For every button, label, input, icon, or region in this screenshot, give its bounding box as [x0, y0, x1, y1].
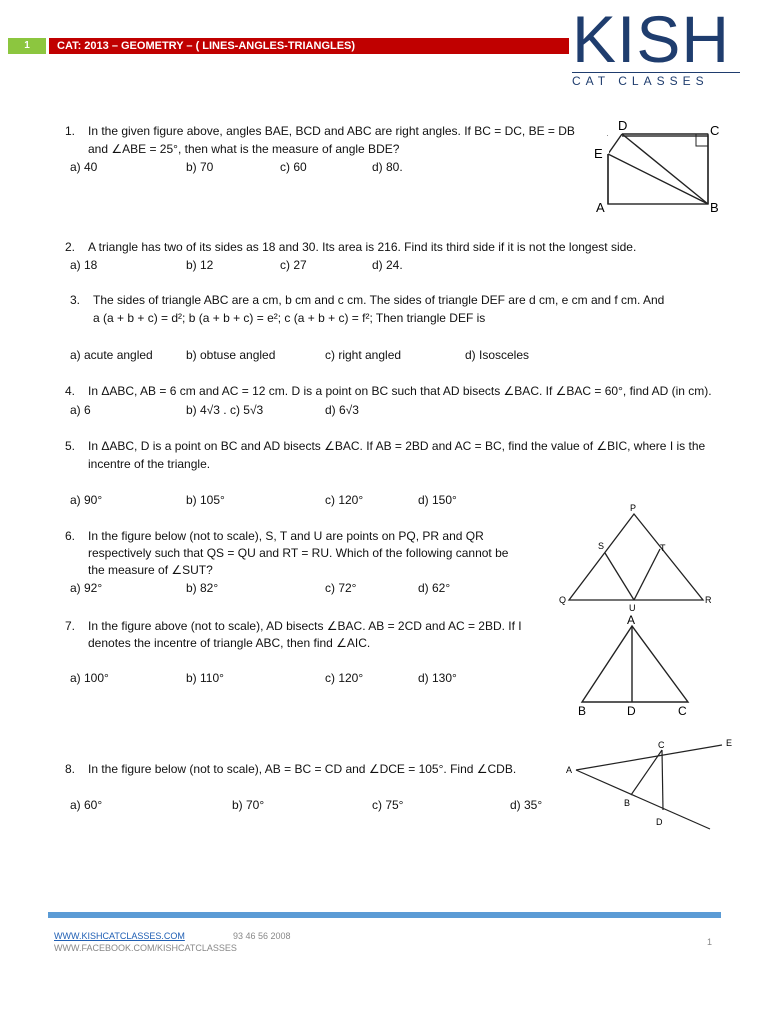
q7-option-b: b) 110°: [186, 671, 224, 685]
fig1-label-e: E: [594, 146, 603, 161]
q6-option-c: c) 72°: [325, 581, 357, 595]
q4-line1: In ΔABC, AB = 6 cm and AC = 12 cm. D is a point on BC such that AD bisects ∠BAC. If ∠BAC = 60°, find AD (in cm).: [88, 384, 712, 398]
q3-line1: The sides of triangle ABC are a cm, b cm and c cm. The sides of triangle DEF are d cm, e cm and f cm. And: [93, 293, 665, 307]
fig3-label-b: B: [578, 704, 587, 718]
q4-number: 4.: [65, 384, 76, 398]
q8-line1: In the figure below (not to scale), AB = BC = CD and ∠DCE = 105°. Find ∠CDB.: [88, 762, 517, 776]
fig1-label-a: A: [596, 200, 605, 215]
q7-number: 7.: [65, 619, 76, 633]
q1-option-c: c) 60: [280, 160, 307, 174]
q7-option-a: a) 100°: [70, 671, 109, 685]
q1-number: 1.: [65, 124, 76, 138]
kish-logo: [572, 2, 742, 88]
fig3-label-c: C: [678, 704, 687, 718]
q5-option-a: a) 90°: [70, 493, 103, 507]
q1-option-a: a) 40: [70, 160, 98, 174]
logo-sub-text: CAT CLASSES: [572, 72, 740, 88]
footer-page-number: 1: [707, 937, 713, 947]
fig2-label-t: T: [660, 543, 666, 553]
q4-option-b-c: b) 4√3 . c) 5√3: [186, 403, 264, 417]
q1-option-d: d) 80.: [372, 160, 403, 174]
q2-number: 2.: [65, 240, 76, 254]
q3-line2: a (a + b + c) = d²; b (a + b + c) = e²; c (a + b + c) = f²; Then triangle DEF is: [93, 311, 486, 325]
q3-option-a: a) acute angled: [70, 348, 153, 362]
q5-line2: incentre of the triangle.: [88, 457, 211, 471]
q3-option-c: c) right angled: [325, 348, 402, 362]
fig4-label-e: E: [726, 738, 733, 748]
q5-number: 5.: [65, 439, 76, 453]
document-title: CAT: 2013 – GEOMETRY – ( LINES-ANGLES-TRIANGLES): [49, 38, 569, 54]
fig1-label-c: C: [710, 123, 720, 138]
q2-option-b: b) 12: [186, 258, 214, 272]
q1-option-b: b) 70: [186, 160, 214, 174]
fig4-label-d: D: [656, 817, 663, 827]
q6-option-d: d) 62°: [418, 581, 451, 595]
logo-main-text: KISH: [572, 2, 731, 76]
fig2-label-u: U: [629, 603, 636, 613]
page-number-badge: 1: [8, 38, 46, 54]
q5-option-b: b) 105°: [186, 493, 225, 507]
fig1-label-b: B: [710, 200, 719, 215]
figure-triangle-pqr: [555, 502, 715, 614]
q6-line2: respectively such that QS = QU and RT = RU. Which of the following cannot be: [88, 546, 509, 560]
footer-facebook: WWW.FACEBOOK.COM/KISHCATCLASSES: [54, 943, 237, 953]
figure-lines-abcde: [562, 730, 762, 840]
q5-option-d: d) 150°: [418, 493, 457, 507]
q6-option-a: a) 92°: [70, 581, 103, 595]
footer-divider: [48, 912, 721, 918]
q7-option-d: d) 130°: [418, 671, 457, 685]
fig1-label-d: D: [618, 118, 628, 133]
q2-line1: A triangle has two of its sides as 18 and 30. Its area is 216. Find its third side if it is not the longest side.: [88, 240, 637, 254]
q5-line1: In ΔABC, D is a point on BC and AD bisects ∠BAC. If AB = 2BD and AC = BC, find the value of ∠BIC, where I is the: [88, 439, 706, 453]
q5-option-c: c) 120°: [325, 493, 364, 507]
fig2-label-s: S: [598, 541, 605, 551]
fig3-label-d: D: [627, 704, 636, 718]
fig2-label-r: R: [705, 595, 712, 605]
q7-line2: denotes the incentre of triangle ABC, then find ∠AIC.: [88, 636, 371, 650]
q1-line2: and ∠ABE = 25°, then what is the measure of angle BDE?: [88, 142, 400, 156]
fig3-label-a: A: [627, 613, 636, 627]
fig4-label-b: B: [624, 798, 631, 808]
q3-option-d: d) Isosceles: [465, 348, 530, 362]
q8-option-c: c) 75°: [372, 798, 404, 812]
fig2-label-p: P: [630, 503, 637, 513]
q7-line1: In the figure above (not to scale), AD bisects ∠BAC. AB = 2CD and AC = 2BD. If I: [88, 619, 522, 633]
q8-option-d: d) 35°: [510, 798, 543, 812]
q3-option-b: b) obtuse angled: [186, 348, 276, 362]
q7-option-c: c) 120°: [325, 671, 364, 685]
footer-website-link[interactable]: WWW.KISHCATCLASSES.COM: [54, 931, 185, 941]
fig2-label-q: Q: [559, 595, 567, 605]
q3-number: 3.: [70, 293, 81, 307]
q2-option-a: a) 18: [70, 258, 98, 272]
q4-option-d: d) 6√3: [325, 403, 359, 417]
q4-option-a: a) 6: [70, 403, 91, 417]
fig4-label-a: A: [566, 765, 573, 775]
q6-line3: the measure of ∠SUT?: [88, 563, 213, 577]
q6-line1: In the figure below (not to scale), S, T and U are points on PQ, PR and QR: [88, 529, 484, 543]
footer-phone: 93 46 56 2008: [233, 931, 291, 941]
q8-option-a: a) 60°: [70, 798, 103, 812]
fig4-label-c: C: [658, 740, 665, 750]
q2-option-c: c) 27: [280, 258, 307, 272]
q8-number: 8.: [65, 762, 76, 776]
q2-option-d: d) 24.: [372, 258, 403, 272]
figure-rectangle-abcde: [590, 118, 730, 218]
q1-line1: In the given figure above, angles BAE, BCD and ABC are right angles. If BC = DC, BE = DB: [88, 124, 575, 138]
q8-option-b: b) 70°: [232, 798, 265, 812]
q6-number: 6.: [65, 529, 76, 543]
figure-triangle-abc-bisector: [570, 612, 700, 720]
q6-option-b: b) 82°: [186, 581, 219, 595]
